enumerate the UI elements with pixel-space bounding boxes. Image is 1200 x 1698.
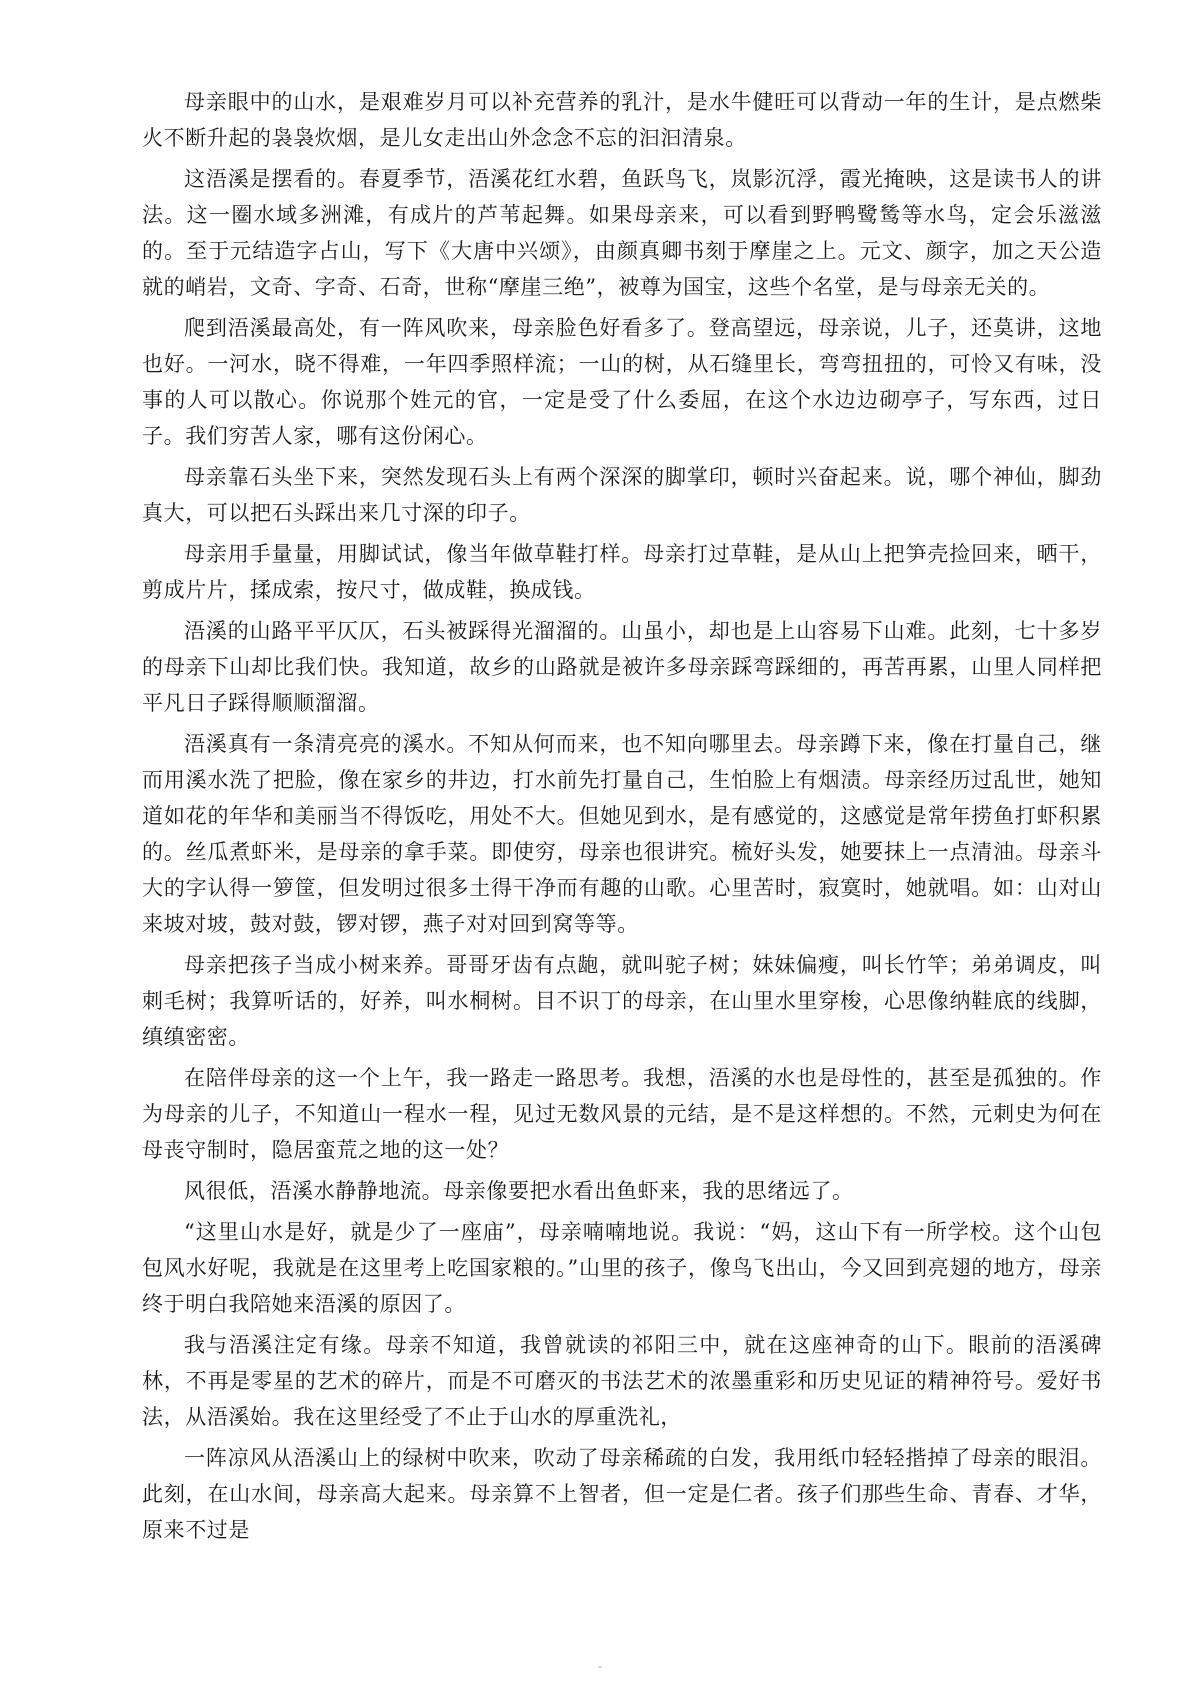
paragraph-8: 母亲把孩子当成小树来养。哥哥牙齿有点龅，就叫驼子树；妹妹偏瘦，叫长竹竿；弟弟调皮，叫刺毛树；我算听话的，好养，叫水桐树。目不识丁的母亲，在山里水里穿梭，心思像纳鞋底的线脚，缜缜密密。 (142, 953, 1102, 1049)
paragraph-9: 在陪伴母亲的这一个上午，我一路走一路思考。我想，浯溪的水也是母性的，甚至是孤独的。作为母亲的儿子，不知道山一程水一程，见过无数风景的元结，是不是这样想的。不然，元刺史为何在母丧守制时，隐居蛮荒之地的这一处？ (142, 1066, 1102, 1162)
paragraph-4: 母亲靠石头坐下来，突然发现石头上有两个深深的脚掌印，顿时兴奋起来。说，哪个神仙，脚劲真大，可以把石头踩出来几寸深的印子。 (142, 465, 1102, 525)
paragraph-7: 浯溪真有一条清亮亮的溪水。不知从何而来，也不知向哪里去。母亲蹲下来，像在打量自己，继而用溪水洗了把脸，像在家乡的井边，打水前先打量自己，生怕脸上有烟渍。母亲经历过乱世，她知道如花的年华和美丽当不得饭吃，用处不大。但她见到水，是有感觉的，这感觉是常年捞鱼打虾积累的。丝瓜煮虾米，是母亲的拿手菜。即使穷，母亲也很讲究。梳好头发，她要抹上一点清油。母亲斗大的字认得一箩筐，但发明过很多土得干净而有趣的山歌。心里苦时，寂寞时，她就唱。如：山对山来坡对坡，鼓对鼓，锣对锣，燕子对对回到窝等等。 (142, 732, 1102, 936)
paragraph-1: 母亲眼中的山水，是艰难岁月可以补充营养的乳汁，是水牛健旺可以背动一年的生计，是点燃柴火不断升起的袅袅炊烟，是儿女走出山外念念不忘的汩汩清泉。 (142, 90, 1102, 150)
paragraph-10: 风很低，浯溪水静静地流。母亲像要把水看出鱼虾来，我的思绪远了。 (184, 1179, 854, 1203)
paragraph-11: “这里山水是好，就是少了一座庙”，母亲喃喃地说。我说：“妈，这山下有一所学校。这个山包包风水好呢，我就是在这里考上吃国家粮的。”山里的孩子，像鸟飞出山，今又回到亮翅的地方，母亲终于明白我陪她来浯溪的原因了。 (142, 1220, 1102, 1316)
page-footer-mark (598, 1666, 602, 1668)
paragraph-6: 浯溪的山路平平仄仄，石头被踩得光溜溜的。山虽小，却也是上山容易下山难。此刻，七十多岁的母亲下山却比我们快。我知道，故乡的山路就是被许多母亲踩弯踩细的，再苦再累，山里人同样把平凡日子踩得顺顺溜溜。 (142, 619, 1102, 715)
paragraph-2: 这浯溪是摆看的。春夏季节，浯溪花红水碧，鱼跃鸟飞，岚影沉浮，霞光掩映，这是读书人的讲法。这一圈水域多洲滩，有成片的芦苇起舞。如果母亲来，可以看到野鸭鹭鸶等水鸟，定会乐滋滋的。至于元结造字占山，写下《大唐中兴颂》，由颜真卿书刻于摩崖之上。元文、颜字，加之天公造就的峭岩，文奇、字奇、石奇，世称“摩崖三绝”，被尊为国宝，这些个名堂，是与母亲无关的。 (142, 167, 1102, 299)
paragraph-5: 母亲用手量量，用脚试试，像当年做草鞋打样。母亲打过草鞋，是从山上把笋壳捡回来，晒干，剪成片片，揉成索，按尺寸，做成鞋，换成钱。 (142, 542, 1102, 602)
paragraph-13: 一阵凉风从浯溪山上的绿树中吹来，吹动了母亲稀疏的白发，我用纸巾轻轻揩掉了母亲的眼泪。此刻，在山水间，母亲高大起来。母亲算不上智者，但一定是仁者。孩子们那些生命、青春、才华，原来不过是 (142, 1446, 1102, 1542)
paragraph-12: 我与浯溪注定有缘。母亲不知道，我曾就读的祁阳三中，就在这座神奇的山下。眼前的浯溪碑林，不再是零星的艺术的碎片，而是不可磨灭的书法艺术的浓墨重彩和历史见证的精神符号。爱好书法，从浯溪始。我在这里经受了不止于山水的厚重洗礼， (142, 1333, 1102, 1429)
article-body (142, 84, 1102, 1553)
paragraph-3: 爬到浯溪最高处，有一阵风吹来，母亲脸色好看多了。登高望远，母亲说，儿子，还莫讲，这地也好。一河水，晓不得难，一年四季照样流；一山的树，从石缝里长，弯弯扭扭的，可怜又有味，没事的人可以散心。你说那个姓元的官，一定是受了什么委屈，在这个水边边砌亭子，写东西，过日子。我们穷苦人家，哪有这份闲心。 (142, 316, 1102, 448)
